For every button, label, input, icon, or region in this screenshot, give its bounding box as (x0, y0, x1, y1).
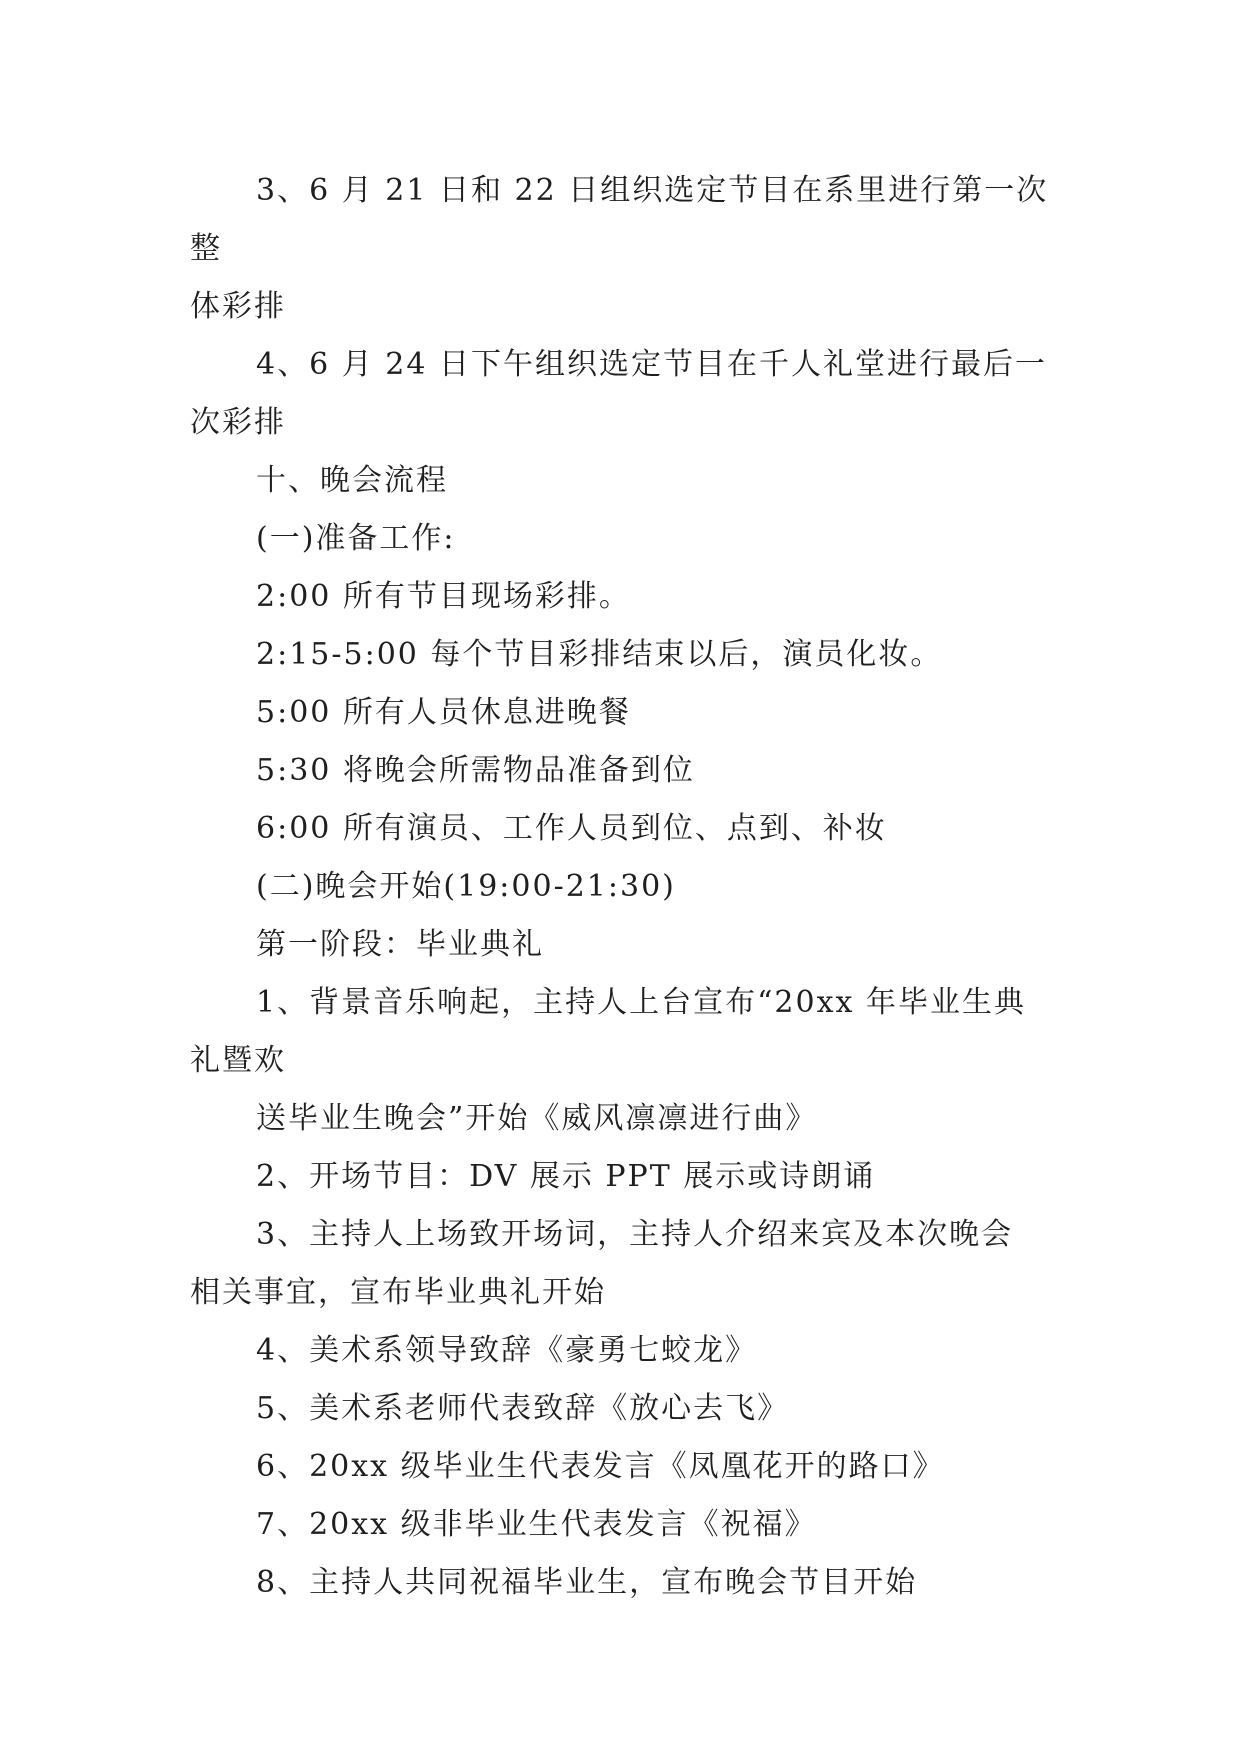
program-item-6 (190, 1438, 1052, 1496)
schedule-item (190, 626, 1052, 684)
program-item-2 (190, 1148, 1052, 1206)
paragraph-line: 送毕业生晚会”开始《威风凛凛进行曲》 (256, 1101, 818, 1136)
paragraph-line-wrap: 相关事宜，宣布毕业典礼开始 (190, 1275, 606, 1310)
paragraph-line-wrap: 体彩排 (190, 289, 286, 324)
section-heading-program-flow (190, 452, 1052, 510)
program-item-7 (190, 1496, 1052, 1554)
subheading-preparation (190, 510, 1052, 568)
paragraph-line: 4、6 月 24 日下午组织选定节目在千人礼堂进行最后一 (256, 347, 1047, 382)
schedule-item (190, 568, 1052, 626)
paragraph-rehearsal-3 (190, 162, 1052, 336)
program-item-1-continued (190, 1090, 1052, 1148)
paragraph-line: 3、主持人上场致开场词，主持人介绍来宾及本次晚会 (256, 1217, 1014, 1252)
paragraph-line-wrap: 次彩排 (190, 405, 286, 440)
program-item-4 (190, 1322, 1052, 1380)
program-item-3 (190, 1206, 1052, 1322)
document-body (190, 162, 1052, 1612)
schedule-item (190, 684, 1052, 742)
paragraph-line: 7、20xx 级非毕业生代表发言《祝福》 (256, 1507, 817, 1542)
paragraph-line: 6:00 所有演员、工作人员到位、点到、补妆 (256, 811, 887, 846)
paragraph-line: 2:00 所有节目现场彩排。 (256, 579, 631, 614)
paragraph-line: 1、背景音乐响起，主持人上台宣布“20xx 年毕业生典 (256, 985, 1026, 1020)
paragraph-line-wrap: 礼暨欢 (190, 1043, 286, 1078)
schedule-item (190, 800, 1052, 858)
paragraph-line: 5:30 将晚会所需物品准备到位 (256, 753, 695, 788)
paragraph-rehearsal-4 (190, 336, 1052, 452)
paragraph-line: 十、晚会流程 (256, 463, 448, 498)
program-item-1 (190, 974, 1052, 1090)
paragraph-line: 5:00 所有人员休息进晚餐 (256, 695, 631, 730)
paragraph-line: 第一阶段：毕业典礼 (256, 927, 544, 962)
paragraph-line: 8、主持人共同祝福毕业生，宣布晚会节目开始 (256, 1565, 918, 1600)
paragraph-line: 2、开场节目：DV 展示 PPT 展示或诗朗诵 (256, 1159, 876, 1194)
paragraph-line: 6、20xx 级毕业生代表发言《凤凰花开的路口》 (256, 1449, 945, 1484)
paragraph-line: (一)准备工作: (256, 521, 456, 556)
stage-heading (190, 916, 1052, 974)
paragraph-line: 4、美术系领导致辞《豪勇七蛟龙》 (256, 1333, 758, 1368)
program-item-5 (190, 1380, 1052, 1438)
subheading-show-start (190, 858, 1052, 916)
paragraph-line: 5、美术系老师代表致辞《放心去飞》 (256, 1391, 790, 1426)
paragraph-line: (二)晚会开始(19:00-21:30) (256, 869, 676, 904)
paragraph-line: 3、6 月 21 日和 22 日组织选定节目在系里进行第一次整 (190, 173, 1049, 266)
program-item-8 (190, 1554, 1052, 1612)
schedule-item (190, 742, 1052, 800)
paragraph-line: 2:15-5:00 每个节目彩排结束以后，演员化妆。 (256, 637, 943, 672)
